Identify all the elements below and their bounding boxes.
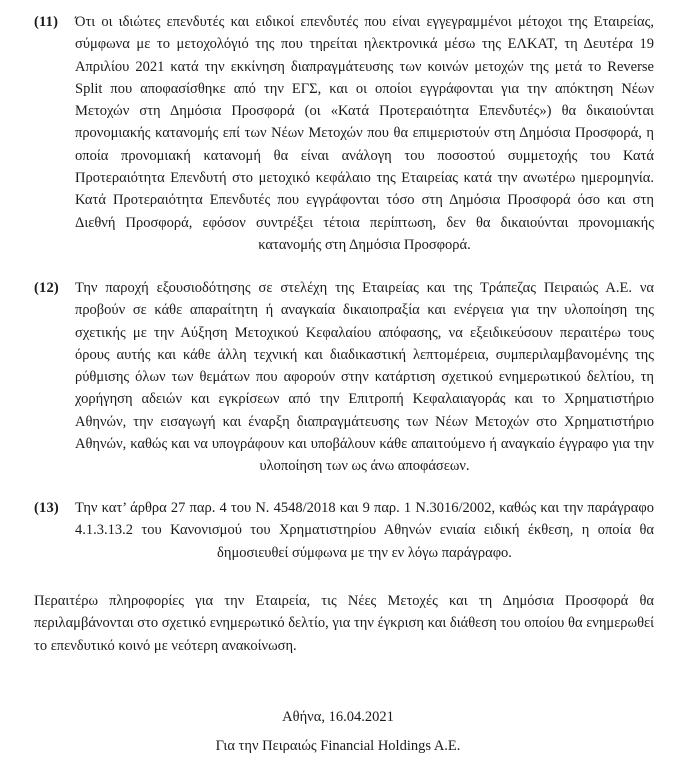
item-number: (13): [34, 500, 59, 516]
signatory: Για την Πειραιώς Financial Holdings A.E.: [215, 738, 461, 754]
item-text: Την παροχή εξουσιοδότησης σε στελέχη της Εταιρείας και της Τράπεζας Πειραιώς Α.Ε. να προβούν σε κάθε απαραίτητη ή αναγκαία δικαιοπραξία και ενέργεια για την υλοποίηση της σχετικής με την Αύξηση Μετοχικού Κεφαλαίου απόφασης, να εξειδικεύσουν περαιτέρω τους όρους αυτής και κάθε άλλη τεχνική και διαδικαστική λεπτομέρεια, συμπεριλαμβανομένης της ρύθμισης όλων των θεμάτων που αφορούν στην κατάρτιση σχετικού ενημερωτικού δελτίου, τη χορήγηση αδειών και εγκρίσεων από την Επιτροπή Κεφαλαιαγοράς και το Χρηματιστήριο Αθηνών, την εισαγωγή και έναρξη διαπραγμάτευσης των Νέων Μετοχών στο Χρηματιστήριο Αθηνών, καθώς και να υπογράφουν και υποβάλουν κάθε απαιτούμενο ή αναγκαίο έγγραφο για την υλοποίηση των ως άνω αποφάσεων.: [75, 280, 654, 475]
item-text: Την κατ’ άρθρα 27 παρ. 4 του Ν. 4548/2018 και 9 παρ. 1 Ν.3016/2002, καθώς και την παράγραφο 4.1.3.13.2 του Κανονισμού του Χρηματιστηρίου Αθηνών ενιαία ειδική έκθεση, η οποία θα δημοσιευθεί σύμφωνα με την εν λόγω παράγραφο.: [75, 500, 654, 561]
item-text: Ότι οι ιδιώτες επενδυτές και ειδικοί επενδυτές που είναι εγγεγραμμένοι μέτοχοι της Εταιρείας, σύμφωνα με το μετοχολόγιό της που τηρείται ηλεκτρονικά μέσω της ΕΛΚΑΤ, τη Δευτέρα 19 Απριλίου 2021 κατά την εκκίνηση διαπραγμάτευσης των κοινών μετοχών της μετά το Reverse Split που αποφασίσθηκε από την ΕΓΣ, και οι οποίοι εγγράφονται για την απόκτηση Νέων Μετοχών στη Δημόσια Προσφορά (οι «Κατά Προτεραιότητα Επενδυτές») θα δικαιούνται προνομιακής κατανομής επί των Νέων Μετοχών που θα επιμεριστούν στη Δημόσια Προσφορά, η οποία προνομιακή κατανομή θα είναι ανάλογη του ποσοστού συμμετοχής του Κατά Προτεραιότητα Επενδυτή στο μετοχικό κεφάλαιο της Εταιρείας κατά την ανωτέρω ημερομηνία. Κατά Προτεραιότητα Επενδυτές που εγγράφονται τόσο στη Δημόσια Προσφορά όσο και στη Διεθνή Προσφορά, εφόσον συντρέξει τέτοια περίπτωση, δεν θα δικαιούνται προνομιακής κατανομής στη Δημόσια Προσφορά.: [75, 14, 654, 253]
item-number: (12): [34, 280, 59, 296]
further-information-paragraph: Περαιτέρω πληροφορίες για την Εταιρεία, τις Νέες Μετοχές και τη Δημόσια Προσφορά θα περιλαμβάνονται στο σχετικό ενημερωτικό δελτίο, για την έγκριση και διάθεση του οποίου θα ενημερωθεί το επενδυτικό κοινό με νεότερη ανακοίνωση.: [34, 593, 654, 654]
place-and-date: Αθήνα, 16.04.2021: [282, 709, 394, 725]
item-number: (11): [34, 14, 59, 30]
